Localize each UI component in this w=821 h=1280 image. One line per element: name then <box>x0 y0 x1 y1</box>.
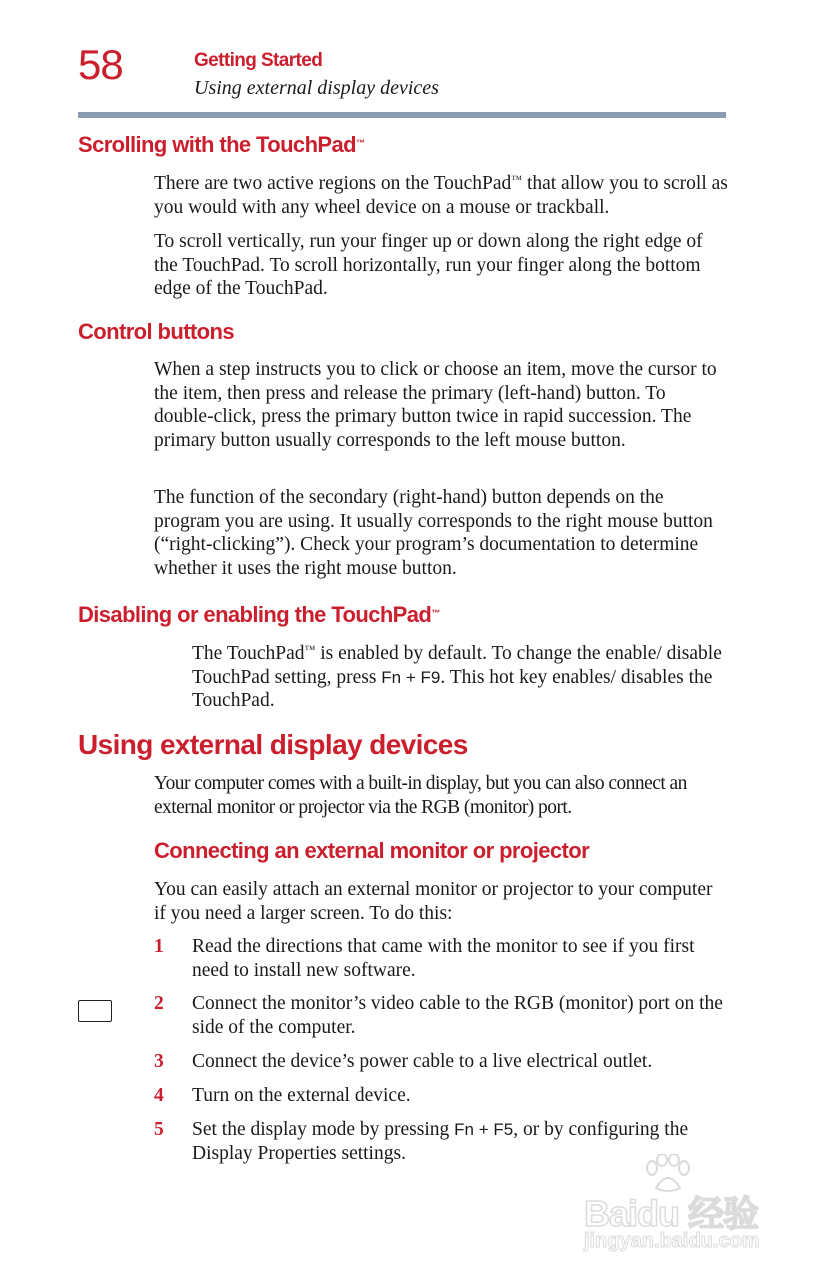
hotkey-fn-f5: Fn + F5 <box>454 1120 514 1139</box>
disabling-paragraph: The TouchPad™ is enabled by default. To change the enable/ disable TouchPad setting, press Fn + F9. This hot key enables/ disables the TouchPad. <box>192 643 722 711</box>
step-number: 2 <box>154 993 164 1014</box>
control-buttons-paragraph-2: The function of the secondary (right-hand) button depends on the program you are using. It usually corresponds to the right mouse button (“right-clicking”). Check your program’s documentation to determine whether it uses the right mouse button. <box>154 487 713 579</box>
scrolling-paragraph-1: There are two active regions on the TouchPad™ that allow you to scroll as you would with any wheel device on a mouse or trackball. <box>154 173 728 218</box>
heading-scrolling: Scrolling with the TouchPad™ <box>78 132 365 157</box>
step-text: Connect the monitor’s video cable to the RGB (monitor) port on the side of the computer. <box>192 993 723 1038</box>
step-text: Turn on the external device. <box>192 1085 411 1106</box>
step-number: 4 <box>154 1085 164 1106</box>
note-icon <box>78 1000 112 1022</box>
heading-external-display: Using external display devices <box>78 729 468 760</box>
page-number: 58 <box>78 41 123 88</box>
connecting-intro: You can easily attach an external monitor or projector to your computer if you need a larger screen. To do this: <box>154 879 713 924</box>
step-number: 1 <box>154 936 164 957</box>
heading-connecting-monitor: Connecting an external monitor or projector <box>154 838 590 863</box>
step-text: Connect the device’s power cable to a live electrical outlet. <box>192 1051 653 1072</box>
scrolling-paragraph-2: To scroll vertically, run your finger up or down along the right edge of the TouchPad. To scroll horizontally, run your finger along the bottom edge of the TouchPad. <box>154 231 703 299</box>
heading-control-buttons: Control buttons <box>78 319 234 344</box>
step-number: 3 <box>154 1051 164 1072</box>
running-header-section: Getting Started <box>194 50 323 71</box>
step-text: Set the display mode by pressing Fn + F5, or by configuring the Display Properties settings. <box>192 1119 689 1164</box>
watermark-url: jingyan.baidu.com <box>584 1230 760 1252</box>
step-number: 5 <box>154 1119 164 1140</box>
heading-disabling-touchpad: Disabling or enabling the TouchPad™ <box>78 602 440 627</box>
external-display-intro: Your computer comes with a built-in display, but you can also connect an external monitor or projector via the RGB (monitor) port. <box>154 773 687 818</box>
baidu-watermark <box>580 1150 780 1260</box>
step-text: Read the directions that came with the monitor to see if you first need to install new software. <box>192 936 695 981</box>
running-header-subsection: Using external display devices <box>194 77 439 99</box>
control-buttons-paragraph-1: When a step instructs you to click or choose an item, move the cursor to the item, then press and release the primary (left-hand) button. To double-click, press the primary button twice in rapid succession. The primary button usually corresponds to the left mouse button. <box>154 359 717 451</box>
watermark-logo: Baidu 经验 <box>584 1193 759 1234</box>
hotkey-fn-f9: Fn + F9 <box>381 667 441 687</box>
header-rule <box>78 112 726 118</box>
